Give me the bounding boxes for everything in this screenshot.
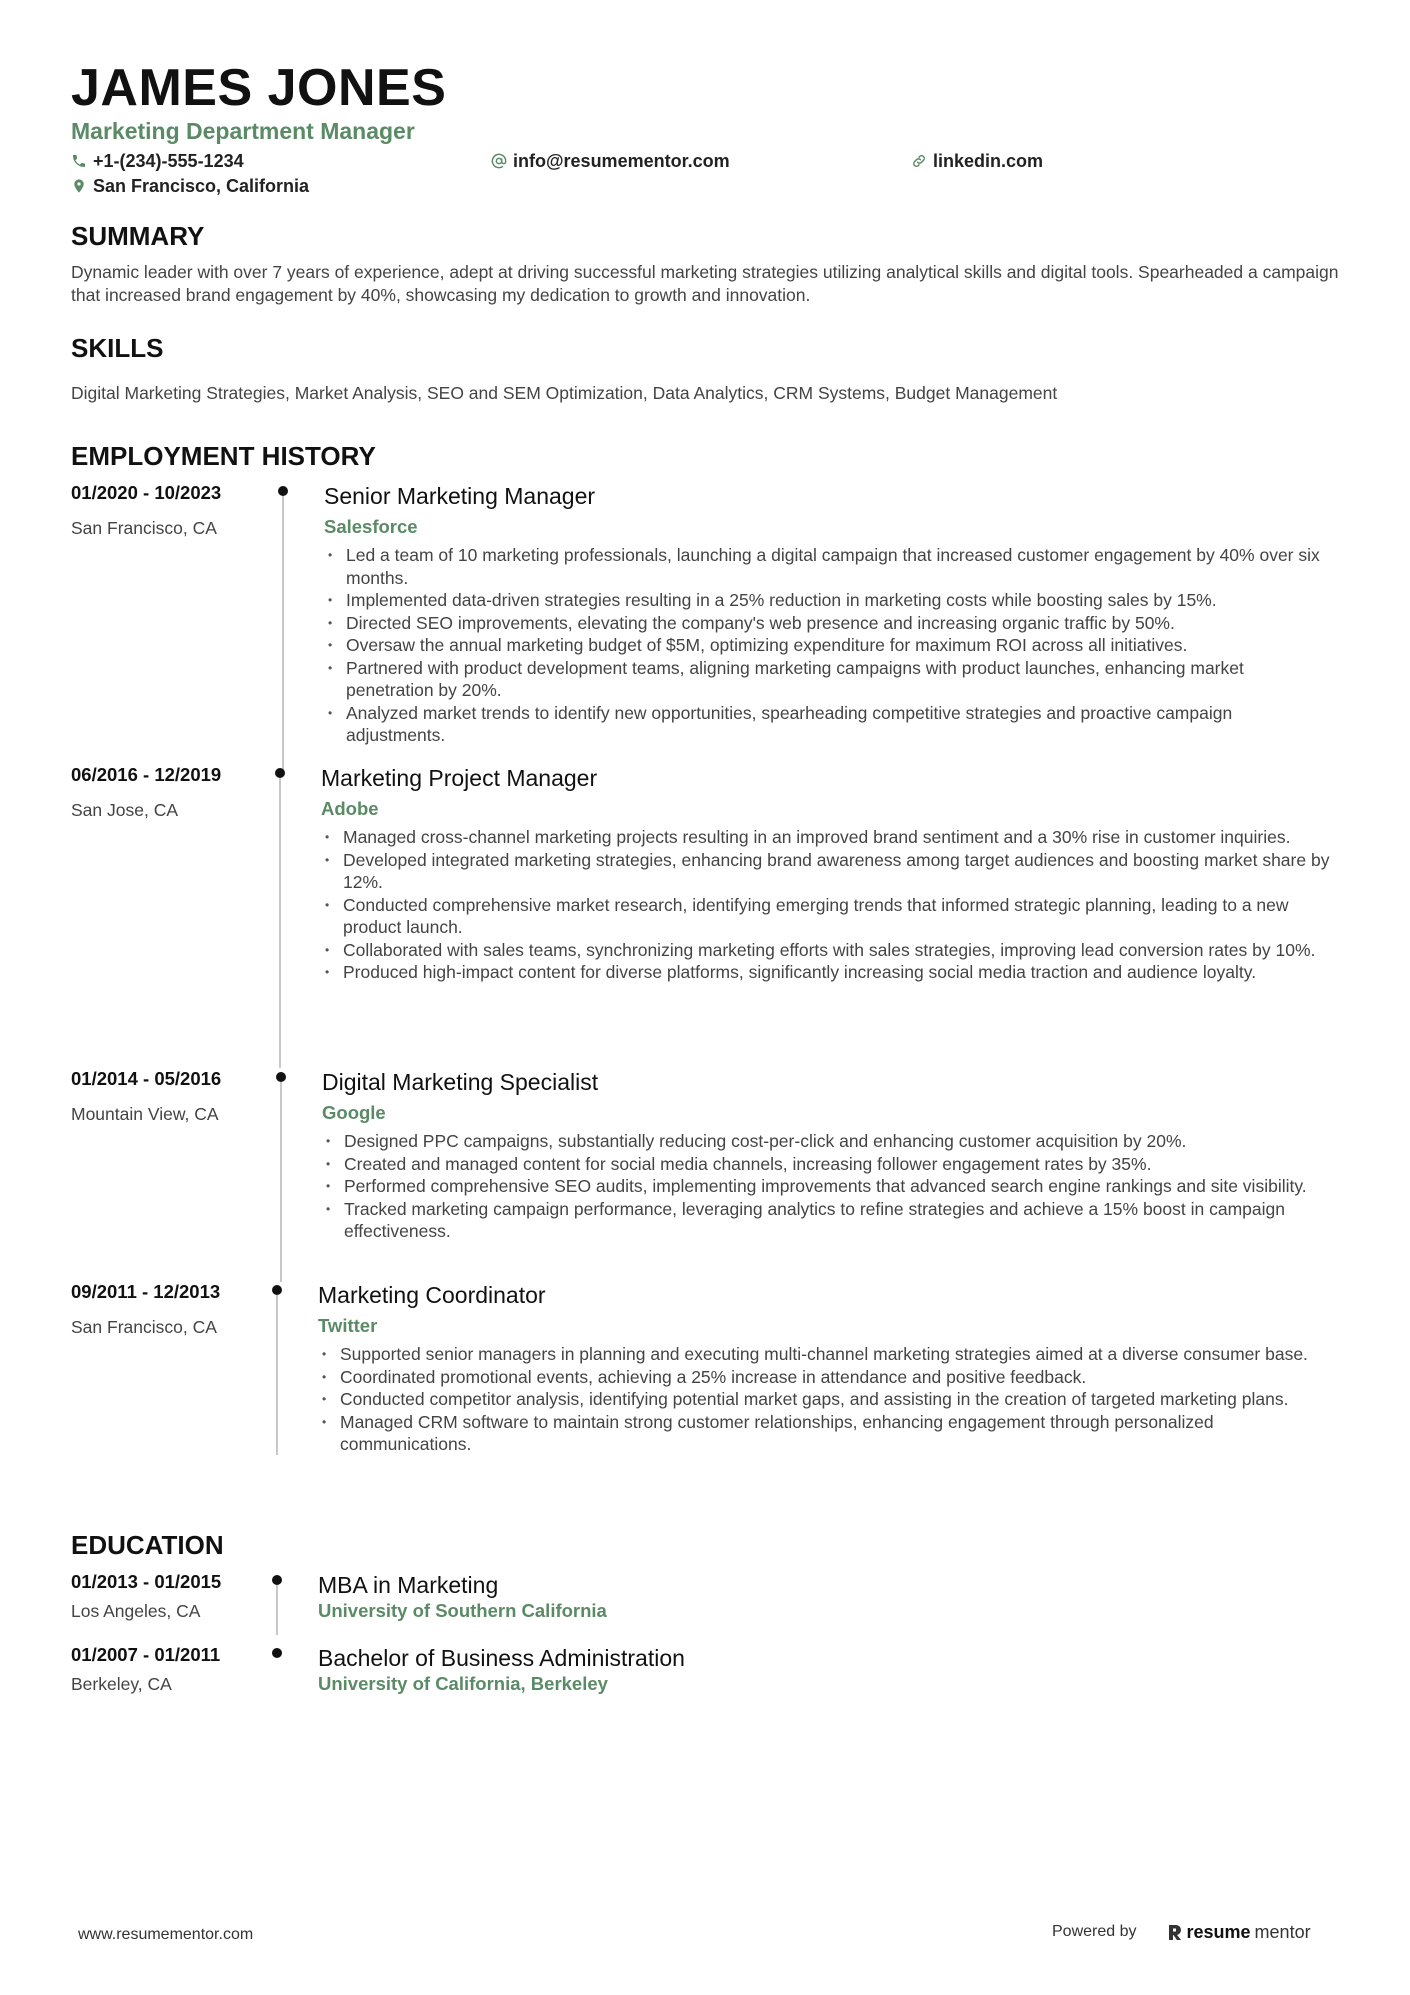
job-bullets xyxy=(322,1130,1337,1243)
job-bullet: • Analyzed market trends to identify new opportunities, spearheading competitive strategies and proactive campaign adjustments. xyxy=(324,702,1334,747)
job-location: San Francisco, CA xyxy=(71,1317,217,1337)
job-company: Google xyxy=(322,1102,386,1123)
timeline-line xyxy=(279,778,281,1068)
skills-heading: SKILLS xyxy=(71,333,164,363)
edu-date: 01/2013 - 01/2015 xyxy=(71,1571,222,1592)
resumementor-logo-icon xyxy=(1167,1923,1183,1941)
timeline-line xyxy=(276,1585,278,1635)
job-company: Salesforce xyxy=(324,516,418,537)
edu-degree: Bachelor of Business Administration xyxy=(318,1645,685,1671)
job-bullets xyxy=(318,1343,1338,1456)
linkedin-text: linkedin.com xyxy=(933,151,1044,171)
job-bullet: • Developed integrated marketing strategies, enhancing brand awareness among target audiences and boosting market share by 12%. xyxy=(321,849,1336,894)
job-bullet: • Created and managed content for social media channels, increasing follower engagement rates by 35%. xyxy=(322,1153,1337,1176)
job-company: Adobe xyxy=(321,798,379,819)
job-bullets xyxy=(324,544,1334,747)
job-location: San Jose, CA xyxy=(71,800,178,820)
job-bullet: • Managed cross-channel marketing projects resulting in an improved brand sentiment and a 30% rise in customer inquiries. xyxy=(321,826,1336,849)
job-bullet: • Managed CRM software to maintain strong customer relationships, enhancing engagement through personalized communications. xyxy=(318,1411,1338,1456)
job-location: Mountain View, CA xyxy=(71,1104,219,1124)
timeline-dot xyxy=(275,768,285,778)
edu-degree: MBA in Marketing xyxy=(318,1572,499,1598)
timeline-line xyxy=(280,1082,282,1282)
edu-school: University of California, Berkeley xyxy=(318,1673,608,1694)
job-bullets xyxy=(321,826,1336,984)
email-text: info@resumementor.com xyxy=(513,151,730,171)
job-bullet: • Conducted comprehensive market research, identifying emerging trends that informed strategic planning, leading to a new product launch. xyxy=(321,894,1336,939)
summary-text: Dynamic leader with over 7 years of experience, adept at driving successful marketing strategies utilizing analytical skills and digital tools. Spearheaded a campaign that increased brand engagement by 40%, showcasing my dedication to growth and innovation. xyxy=(71,262,1339,305)
summary-heading: SUMMARY xyxy=(71,221,205,251)
candidate-title: Marketing Department Manager xyxy=(71,118,415,144)
brand-text-bold: resume xyxy=(1186,1922,1251,1942)
link-icon xyxy=(911,153,927,169)
edu-location: Berkeley, CA xyxy=(71,1674,172,1694)
candidate-name: JAMES JONES xyxy=(71,59,447,117)
job-bullet: • Conducted competitor analysis, identifying potential market gaps, and assisting in the creation of targeted marketing plans. xyxy=(318,1388,1338,1411)
map-pin-icon xyxy=(71,178,87,194)
job-bullet: • Led a team of 10 marketing professionals, launching a digital campaign that increased customer engagement by 40% over six months. xyxy=(324,544,1334,589)
job-date: 01/2014 - 05/2016 xyxy=(71,1068,222,1089)
at-icon xyxy=(491,153,507,169)
job-role: Digital Marketing Specialist xyxy=(322,1069,599,1095)
skills-text: Digital Marketing Strategies, Market Analysis, SEO and SEM Optimization, Data Analytics, CRM Systems, Budget Management xyxy=(71,383,1058,403)
job-bullet: • Directed SEO improvements, elevating the company's web presence and increasing organic traffic by 50%. xyxy=(324,612,1334,635)
phone-text: +1-(234)-555-1234 xyxy=(93,151,244,171)
timeline-line xyxy=(282,496,284,771)
job-bullet: • Partnered with product development teams, aligning marketing campaigns with product launches, enhancing market penetration by 20%. xyxy=(324,657,1334,702)
job-date: 09/2011 - 12/2013 xyxy=(71,1281,221,1302)
brand-text-light: mentor xyxy=(1254,1922,1311,1942)
powered-by-label: Powered by xyxy=(1052,1923,1137,1940)
job-bullet: • Tracked marketing campaign performance, leveraging analytics to refine strategies and achieve a 15% boost in campaign effectiveness. xyxy=(322,1198,1337,1243)
brand-logo[interactable] xyxy=(1167,1922,1311,1942)
job-bullet: • Supported senior managers in planning and executing multi-channel marketing strategies aimed at a diverse consumer base. xyxy=(318,1343,1338,1366)
timeline-dot xyxy=(272,1575,282,1585)
job-company: Twitter xyxy=(318,1315,378,1336)
job-location: San Francisco, CA xyxy=(71,518,217,538)
job-date: 01/2020 - 10/2023 xyxy=(71,482,222,503)
job-bullet: • Collaborated with sales teams, synchronizing marketing efforts with sales strategies, improving lead conversion rates by 10%. xyxy=(321,939,1336,962)
contact-phone xyxy=(71,150,244,172)
contact-location xyxy=(71,175,309,197)
job-role: Marketing Coordinator xyxy=(318,1282,546,1308)
location-text: San Francisco, California xyxy=(93,176,310,196)
job-bullet: • Implemented data-driven strategies resulting in a 25% reduction in marketing costs while boosting sales by 15%. xyxy=(324,589,1334,612)
contact-linkedin[interactable] xyxy=(911,150,1043,172)
job-role: Senior Marketing Manager xyxy=(324,483,596,509)
timeline-dot xyxy=(276,1072,286,1082)
timeline-line xyxy=(276,1295,278,1455)
employment-heading: EMPLOYMENT HISTORY xyxy=(71,441,376,471)
footer-branding xyxy=(1052,1922,1311,1942)
timeline-dot xyxy=(272,1285,282,1295)
job-role: Marketing Project Manager xyxy=(321,765,598,791)
timeline-dot xyxy=(272,1648,282,1658)
edu-date: 01/2007 - 01/2011 xyxy=(71,1644,221,1665)
timeline-dot xyxy=(278,486,288,496)
job-bullet: • Produced high-impact content for diverse platforms, significantly increasing social media traction and audience loyalty. xyxy=(321,961,1336,984)
education-heading: EDUCATION xyxy=(71,1530,224,1560)
edu-location: Los Angeles, CA xyxy=(71,1601,201,1621)
footer-website[interactable]: www.resumementor.com xyxy=(78,1926,254,1943)
phone-icon xyxy=(71,153,87,169)
job-bullet: • Designed PPC campaigns, substantially reducing cost-per-click and enhancing customer acquisition by 20%. xyxy=(322,1130,1337,1153)
contact-email[interactable] xyxy=(491,150,730,172)
job-date: 06/2016 - 12/2019 xyxy=(71,764,222,785)
job-bullet: • Oversaw the annual marketing budget of $5M, optimizing expenditure for maximum ROI across all initiatives. xyxy=(324,634,1334,657)
job-bullet: • Performed comprehensive SEO audits, implementing improvements that advanced search engine rankings and site visibility. xyxy=(322,1175,1337,1198)
job-bullet: • Coordinated promotional events, achieving a 25% increase in attendance and positive feedback. xyxy=(318,1366,1338,1389)
edu-school: University of Southern California xyxy=(318,1600,607,1621)
